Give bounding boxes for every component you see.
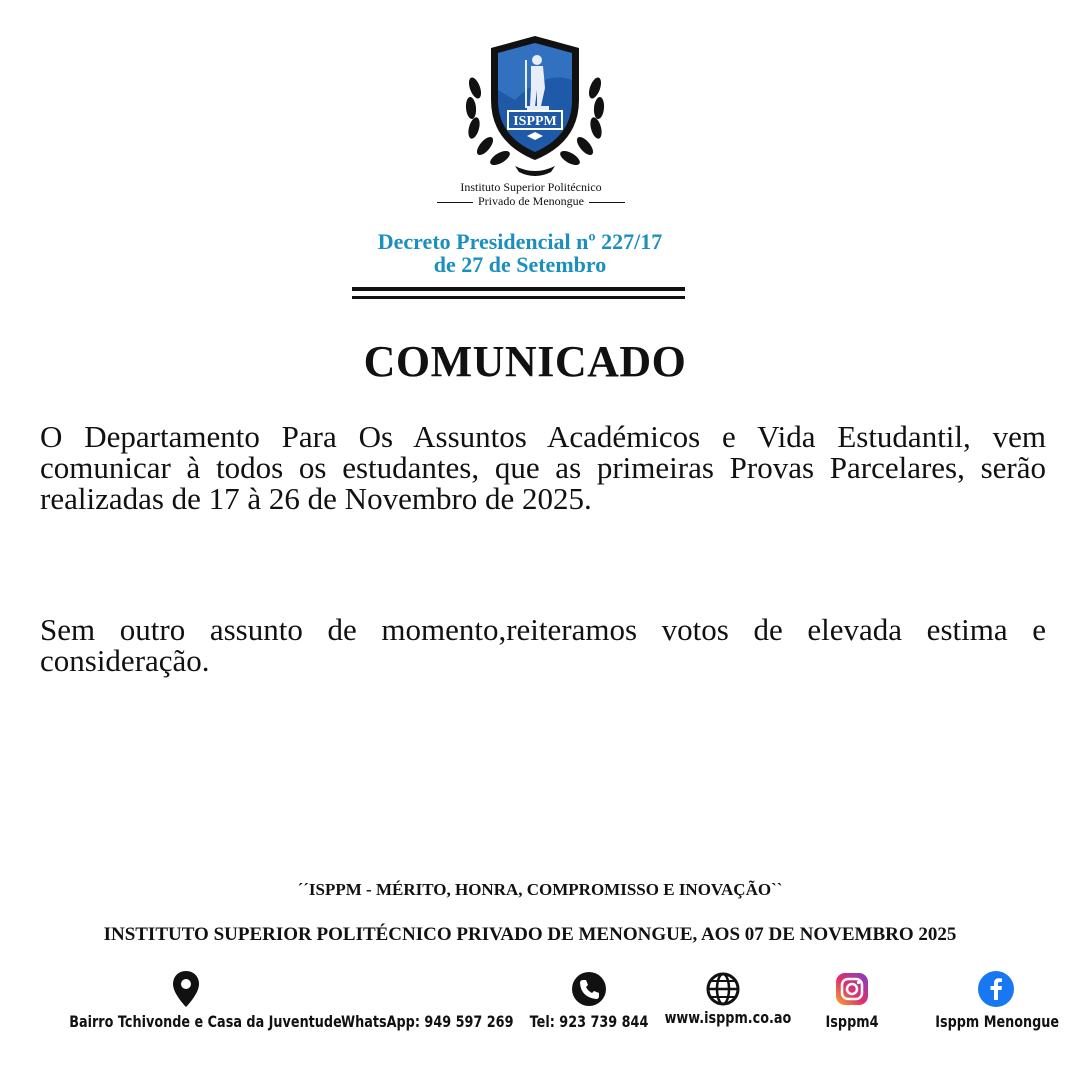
header-rule-top: [352, 287, 685, 291]
contact-whatsapp[interactable]: [322, 970, 512, 1031]
phone-icon: [571, 971, 607, 1007]
contact-facebook[interactable]: [920, 970, 1072, 1031]
logo-text: ISPPM: [513, 114, 557, 129]
institution-name-line2: [428, 194, 634, 209]
decree-line1: Decreto Presidencial nº 227/17: [377, 229, 663, 254]
contact-facebook-label: Isppm Menongue: [935, 1012, 1060, 1031]
institution-name-line2-text: Privado de Menongue: [478, 194, 584, 208]
contact-phone[interactable]: [508, 970, 670, 1031]
contact-instagram[interactable]: [800, 970, 904, 1031]
facebook-icon: [977, 970, 1015, 1008]
header-rule-bottom: [352, 296, 685, 299]
shield-laurel-icon: [455, 30, 615, 180]
instagram-icon: [835, 972, 869, 1006]
decree-reference: [330, 230, 710, 276]
contact-website[interactable]: [650, 970, 796, 1027]
left-divider: [437, 202, 473, 203]
institution-date-line: INSTITUTO SUPERIOR POLITÉCNICO PRIVADO DE MENONGUE, AOS 07 DE NOVEMBRO 2025: [103, 924, 957, 945]
contact-address-label: Bairro Tchivonde e Casa da Juventude: [69, 1012, 342, 1031]
body-paragraph-announcement: O Departamento Para Os Assuntos Académicos e Vida Estudantil, vem comunicar à todos os estudantes, que as primeiras Provas Parcelares, serão realizadas de 17 à 26 de Novembro de 2025.: [40, 419, 1046, 516]
contact-whatsapp-label: WhatsApp: 949 597 269: [341, 1012, 514, 1031]
institution-motto: ´´ISPPM - MÉRITO, HONRA, COMPROMISSO E INOVAÇÃO``: [297, 880, 783, 899]
right-divider: [589, 202, 625, 203]
contact-website-label: www.isppm.co.ao: [664, 1008, 792, 1027]
contact-instagram-label: Isppm4: [825, 1012, 879, 1031]
globe-icon: [706, 972, 740, 1006]
contact-phone-label: Tel: 923 739 844: [529, 1012, 649, 1031]
isppm-logo: [455, 30, 615, 180]
institution-name-line1: Instituto Superior Politécnico: [460, 180, 602, 194]
location-pin-icon: [172, 970, 200, 1008]
body-paragraph-closing: Sem outro assunto de momento,reiteramos votos de elevada estima e consideração.: [40, 612, 1046, 678]
document-title: COMUNICADO: [363, 337, 687, 386]
contact-address: [40, 970, 342, 1031]
decree-line2: de 27 de Setembro: [433, 252, 607, 277]
